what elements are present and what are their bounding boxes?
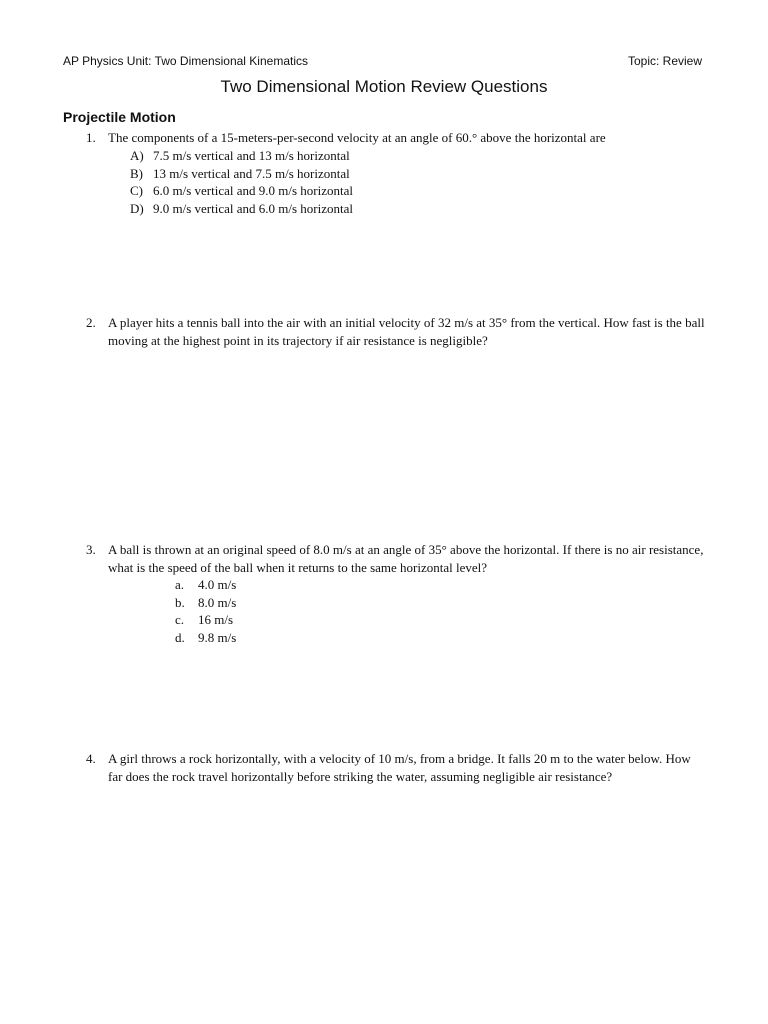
question-text: The components of a 15-meters-per-second velocity at an angle of 60.° above the horizontal are [108, 130, 606, 145]
option-text: 16 m/s [198, 612, 234, 627]
option-text: 13 m/s vertical and 7.5 m/s horizontal [153, 165, 350, 181]
question-number: 3. [86, 542, 96, 557]
question-text: A ball is thrown at an original speed of 8.0 m/s at an angle of 35° above the horizontal. If there is no air resistance, what is the speed of the ball when it returns to the same horizontal level? [108, 542, 704, 575]
question-4 [86, 750, 706, 790]
option-text: 4.0 m/s [198, 577, 237, 592]
question-number: 2. [86, 315, 96, 330]
topic-header: Topic: Review [627, 54, 702, 68]
option-text: 9.8 m/s [198, 629, 237, 645]
question-number: 4. [86, 751, 96, 766]
page-title: Two Dimensional Motion Review Questions [220, 77, 548, 96]
question-number: 1. [86, 130, 96, 145]
option-letter: c. [175, 612, 185, 627]
section-heading: Projectile Motion [63, 109, 176, 125]
option-letter: A) [130, 148, 144, 163]
question-2 [86, 314, 706, 354]
question-3 [86, 541, 706, 581]
option-text: 7.5 m/s vertical and 13 m/s horizontal [153, 148, 350, 163]
question-text: A girl throws a rock horizontally, with a velocity of 10 m/s, from a bridge. It falls 20 m to the water below. How far does the rock travel horizontally before striking the water, assuming negligible air resistance? [108, 751, 691, 784]
option-letter: D) [130, 200, 144, 216]
option-letter: a. [175, 577, 185, 592]
question-text: A player hits a tennis ball into the air with an initial velocity of 32 m/s at 35° from the vertical. How fast is the ball moving at the highest point in its trajectory if air resistance is negligible? [108, 315, 705, 348]
option-letter: b. [175, 594, 185, 610]
option-text: 8.0 m/s [198, 594, 237, 610]
unit-header: AP Physics Unit: Two Dimensional Kinematics [63, 54, 308, 68]
question-1 [86, 129, 706, 149]
option-letter: d. [175, 629, 185, 645]
option-letter: C) [130, 183, 143, 198]
option-letter: B) [130, 165, 143, 181]
option-text: 6.0 m/s vertical and 9.0 m/s horizontal [153, 183, 354, 198]
option-text: 9.0 m/s vertical and 6.0 m/s horizontal [153, 200, 354, 216]
